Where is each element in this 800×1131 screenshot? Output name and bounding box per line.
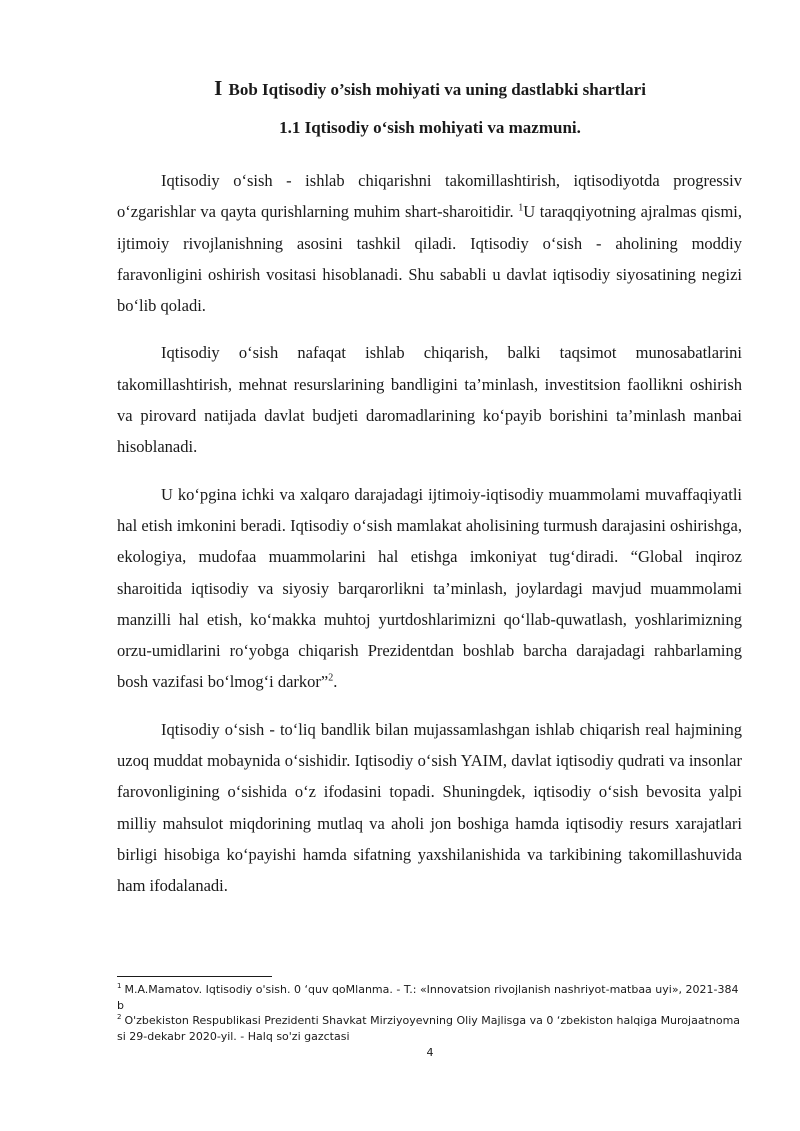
paragraph-3-text-a: U ko‘pgina ichki va xalqaro darajadagi ijtimoiy-iqtisodiy muammolami muvaffaqiyatli hal etish imkonini beradi. Iqtisodiy o‘sish mamlakat aholisining turmush darajasini oshirishga, ekologiya, mudofaa muammolarini hal etishga imkoniyat tug‘diradi. “Global inqiroz sharoitida iqtisodiy va siyosiy barqarorlikni ta’minlash, joylardagi mavjud muammolami manzilli hal etish, ko‘makka muhtoj yurtdoshlarimizni qo‘llab-quwatlash, yoshlarimizning orzu-umidlarini ro‘yobga chiqarish Prezidentdan boshlab barcha darajadagi rahbarlaming bosh vazifasi bo‘lmog‘i darkor” xyxy=(117,484,742,692)
paragraph-2: Iqtisodiy o‘sish nafaqat ishlab chiqarish, balki taqsimot munosabatlarini takomillashtirish, mehnat resurslarining bandligini ta’minlash, investitsion faollikni oshirish va pirovard natijada davlat budjeti daromadlarining ko‘payib borishini ta’minlash manbai hisoblanadi. xyxy=(117,343,742,457)
footnote-1-text: M.A.Mamatov. Iqtisodiy o'sish. 0 ‘quv qoMlanma. - T.: «Innovatsion rivojlanish nashriyot-matbaa uyi», 2021-384 b xyxy=(117,983,739,1012)
page-number: 4 xyxy=(426,1046,434,1059)
paragraph-4: Iqtisodiy o‘sish - to‘liq bandlik bilan mujassamlashgan ishlab chiqarish real hajmining uzoq muddat mobaynida o‘sishidir. Iqtisodiy o‘sish YAIM, davlat iqtisodiy qudrati va insonlar farovonligining o‘sishida o‘z ifodasini topadi. Shuningdek, iqtisodiy o‘sish bevosita yalpi milliy mahsulot miqdorining mutlaq va aholi jon boshiga hamda iqtisodiy resurs xarajatlari birligi hisobiga ko‘payishi hamda sifatning yaxshilanishida va tarkibining takomillashuvida ham ifodalanadi. xyxy=(117,719,742,896)
footnote-separator xyxy=(117,976,272,977)
paragraph-1-text-b: U taraqqiyotning ajralmas qismi, ijtimoiy rivojlanishning asosini tashkil qiladi. Iqtisodiy o‘sish - aholining moddiy faravonligini oshirish vositasi hisoblanadi. Shu sababli u davlat iqtisodiy siyosatining negizi bo‘lib qoladi. xyxy=(117,202,742,316)
body-text xyxy=(117,165,742,918)
footnote-1-mark: 1 xyxy=(117,982,122,991)
paragraph-3 xyxy=(117,479,742,698)
footnote-ref-2[interactable]: 2 xyxy=(328,672,334,684)
footnote-1 xyxy=(117,982,742,1013)
chapter-title-text: Bob Iqtisodiy o’sish mohiyati va uning dastlabki shartlari xyxy=(228,80,646,99)
chapter-roman-numeral: I xyxy=(214,76,223,100)
footnote-2-text: O'zbekiston Respublikasi Prezidenti Shavkat Mirziyoyevning Oliy Majlisga va 0 ‘zbekiston halqiga Murojaatnomasi 29-dekabr 2020-yil. - Halq so'zi gazctasi xyxy=(117,1014,741,1043)
paragraph-1-text-a: Iqtisodiy o‘sish - ishlab chiqarishni takomillashtirish, iqtisodiyotda progressiv o‘zgarishlar va qayta qurishlarning muhim shart-sharoitidir. xyxy=(117,171,742,222)
footnotes xyxy=(117,982,742,1044)
footnote-ref-1[interactable]: 1 xyxy=(518,202,524,214)
chapter-title xyxy=(0,76,800,101)
paragraph-1 xyxy=(117,165,742,321)
footnote-2-mark: 2 xyxy=(117,1013,122,1022)
paragraph-3-text-b: . xyxy=(333,672,338,692)
section-title: 1.1 Iqtisodiy o‘sish mohiyati va mazmuni. xyxy=(279,118,581,137)
footnote-2 xyxy=(117,1013,742,1044)
